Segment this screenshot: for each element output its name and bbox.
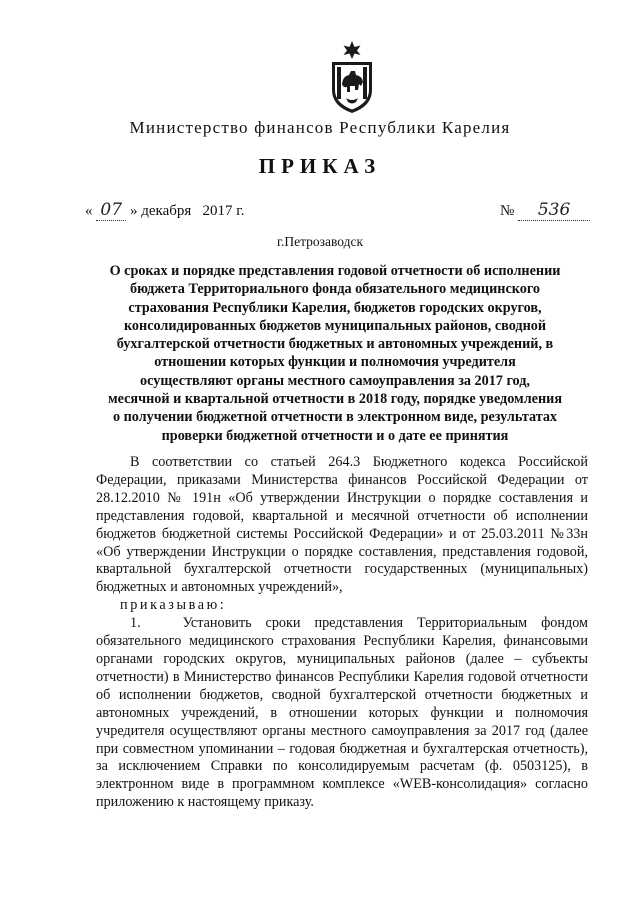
- date-open-quote: «: [85, 203, 93, 219]
- date-day: 07: [96, 200, 126, 221]
- document-type: ПРИКАЗ: [258, 154, 382, 178]
- order-word: приказываю:: [120, 597, 227, 614]
- city-name: г.Петрозаводск: [276, 234, 364, 249]
- number-value: 536: [518, 200, 590, 221]
- order-number: [500, 200, 590, 221]
- order-date: [85, 200, 245, 221]
- ministry-name: Министерство финансов Республики Карелия: [129, 118, 511, 137]
- order-title: О сроках и порядке представления годовой отчетности об исполнении бюджета Территориального фонда обязательного медицинского страхования Республики Карелия, бюджетов городских округов, консолидированных бюджетов муниципальных районов, сводной бухгалтерской отчетности бюджетных и автономных учреждений, в отношении которых функции и полномочия учредителя осуществляют органы местного самоуправления за 2017 год, месячной и квартальной отчетности в 2018 году, порядке уведомления о получении бюджетной отчетности в электронном виде, результатах проверки бюджетной отчетности и о дате ее принятия: [108, 263, 562, 444]
- order-body: [96, 454, 592, 812]
- date-month-year: декабря 2017 г.: [141, 203, 245, 219]
- date-close-quote: »: [130, 203, 138, 219]
- coat-of-arms-emblem: [322, 40, 382, 114]
- preamble-paragraph: В соответствии со статьей 264.3 Бюджетного кодекса Российской Федерации, приказами Министерства финансов Российской Федерации от 28.12.2010 № 191н «Об утверждении Инструкции о порядке составления и представления годовой, квартальной и месячной отчетности об исполнении бюджетов бюджетной системы Российской Федерации» и от 25.03.2011 №33н «Об утверждении Инструкции о порядке составления, представления годовой, квартальной бухгалтерской отчетности государственных (муниципальных) бюджетных и автономных учреждений»,: [96, 454, 588, 596]
- number-label: №: [500, 203, 515, 219]
- item-1-paragraph: 1. Установить сроки представления Территориальным фондом обязательного медицинского страхования Республики Карелия, финансовыми органами городских округов, муниципальных районов (далее – субъекты отчетности) в Министерство финансов Республики Карелия годовой отчетности об исполнении бюджетов, сводной бухгалтерской отчетности бюджетных и автономных учреждений, в отношении которых функции и полномочия учредителя осуществляют органы местного самоуправления за 2017 год (далее при совместном упоминании – годовая бюджетная и бухгалтерская отчетность), за исключением Справки по консолидируемым расчетам (ф. 0503125), в электронном виде в программном комплексе «WEB-консолидация» согласно приложению к настоящему приказу.: [96, 615, 592, 811]
- star-icon: [344, 41, 361, 59]
